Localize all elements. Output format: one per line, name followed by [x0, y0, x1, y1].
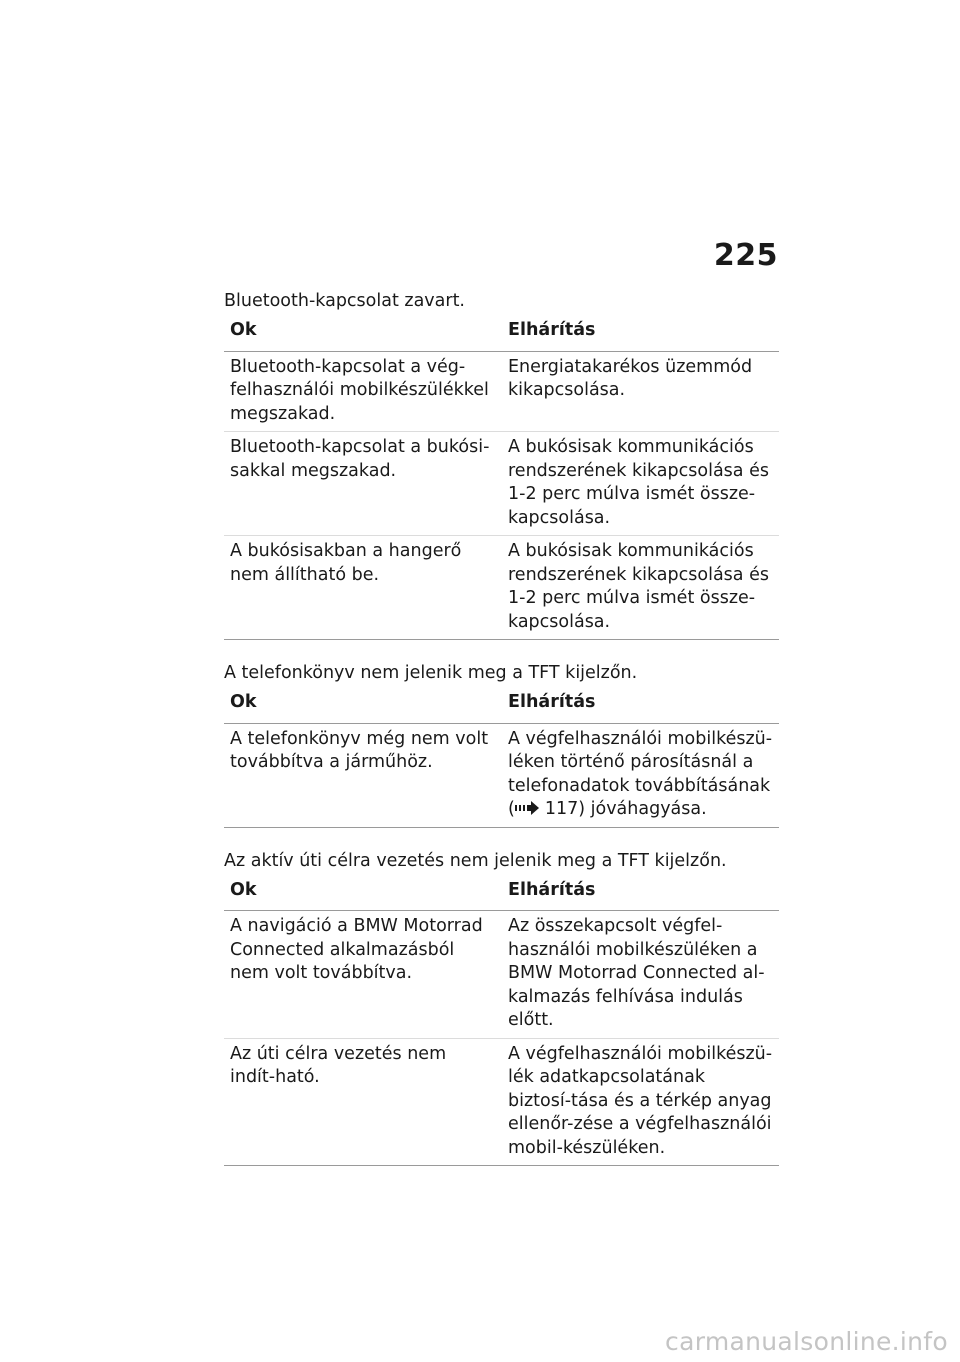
- cause-cell: A navigáció a BMW Motorrad Connected alkalmazásból nem volt továbbítva.: [230, 916, 483, 983]
- cause-cell: Az úti célra vezetés nem indít-ható.: [224, 1038, 502, 1166]
- page-ref-link[interactable]: ( 117) jóváhagyása.: [508, 799, 707, 819]
- troubleshooting-table: [224, 319, 779, 640]
- table-row: [224, 351, 779, 432]
- header-fix: Elhárítás: [502, 691, 779, 723]
- page-number: 225: [713, 238, 778, 273]
- header-cause: Ok: [224, 879, 502, 911]
- section-title: Bluetooth-kapcsolat zavart.: [224, 291, 465, 311]
- header-cause: Ok: [224, 691, 502, 723]
- section-title: Az aktív úti célra vezetés nem jelenik meg a TFT kijelzőn.: [224, 850, 727, 871]
- table-header-row: [224, 879, 779, 911]
- watermark: carmanualsonline.info: [665, 1327, 948, 1356]
- fix-cell: Az összekapcsolt végfel-használói mobilkészüléken a BMW Motorrad Connected al-kalmazás felhívása indulás előtt.: [508, 916, 765, 1030]
- fix-cell: A bukósisak kommunikációs rendszerének kikapcsolása és 1-2 perc múlva ismét össze-kapcsolása.: [502, 536, 779, 640]
- header-fix: Elhárítás: [502, 879, 779, 911]
- table-row: [224, 536, 779, 640]
- troubleshooting-table: [224, 691, 779, 828]
- page-ref-text: 117) jóváhagyása.: [544, 799, 707, 819]
- section-title: A telefonkönyv nem jelenik meg a TFT kijelzőn.: [224, 663, 638, 683]
- fix-cell: A végfelhasználói mobilkészü-lék adatkapcsolatának biztosí-tása és a térkép anyag ellenőr-zése a végfelhasználói mobil-készüléken.: [502, 1038, 779, 1166]
- table-row: [224, 723, 779, 827]
- cause-cell: Bluetooth-kapcsolat a vég-felhasználói mobilkészülékkel megszakad.: [230, 356, 489, 424]
- cause-cell: A telefonkönyv még nem volt továbbítva a járműhöz.: [230, 728, 489, 772]
- page-ref-arrow-icon: [515, 801, 541, 815]
- section-navigation: [224, 850, 779, 1167]
- table-row: [224, 1038, 779, 1166]
- cause-cell: Bluetooth-kapcsolat a bukósi-sakkal megszakad.: [224, 432, 502, 536]
- fix-cell: Energiatakarékos üzemmód kikapcsolása.: [508, 356, 753, 400]
- table-row: [224, 432, 779, 536]
- header-cause: Ok: [224, 319, 502, 351]
- troubleshooting-table: [224, 879, 779, 1167]
- section-phonebook: [224, 662, 779, 828]
- fix-cell: A bukósisak kommunikációs rendszerének kikapcsolása és 1-2 perc múlva ismét össze-kapcsolása.: [502, 432, 779, 536]
- table-row: [224, 911, 779, 1039]
- page-content: [224, 290, 779, 1188]
- table-header-row: [224, 691, 779, 723]
- cause-cell: A bukósisakban a hangerő nem állítható be.: [224, 536, 502, 640]
- fix-cell: [502, 723, 779, 827]
- fix-text: A végfelhasználói mobilkészü-léken történő párosításnál a telefonadatok továbbításának: [508, 728, 773, 796]
- header-fix: Elhárítás: [502, 319, 779, 351]
- section-bluetooth: [224, 290, 779, 640]
- table-header-row: [224, 319, 779, 351]
